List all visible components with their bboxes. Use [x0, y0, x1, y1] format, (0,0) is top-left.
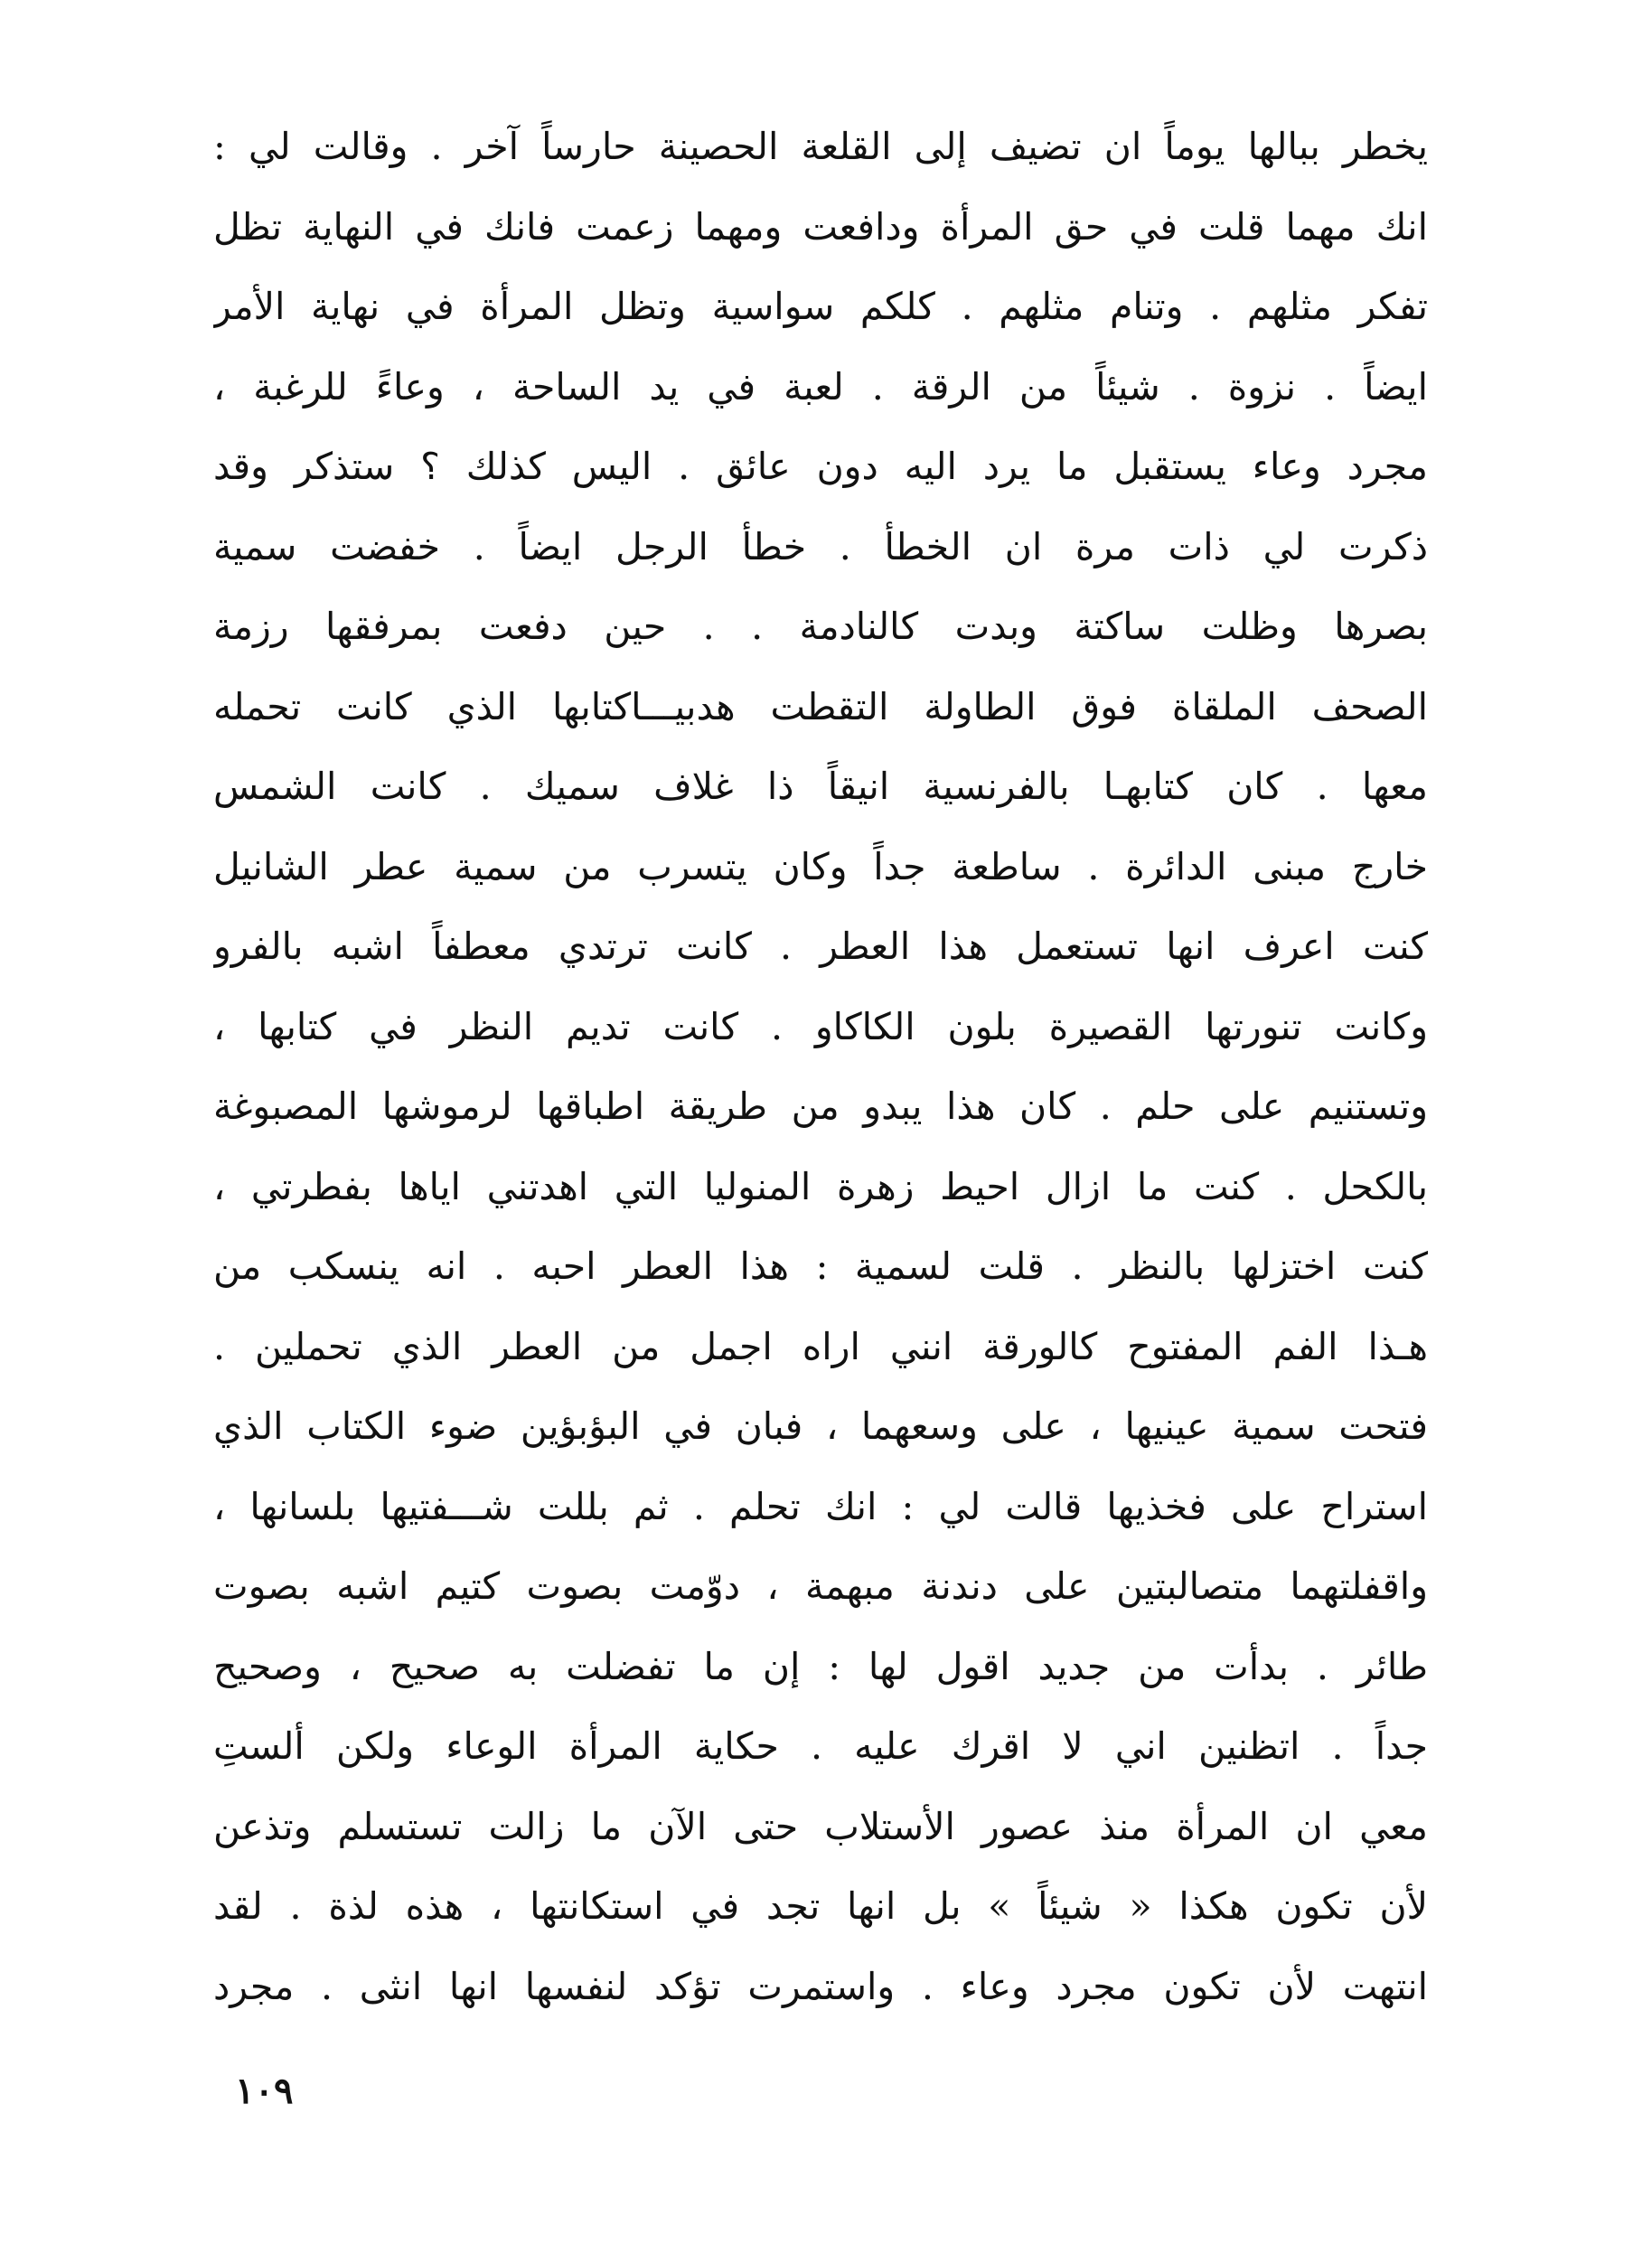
- text-line-13: وتستنيم على حلم . كان هذا يبدو من طريقة اطباقها لرموشها المصبوغة: [213, 1085, 1428, 1128]
- text-line-7: بصرها وظلت ساكتة وبدت كالنادمة . . حين دفعت بمرفقها رزمة: [213, 605, 1428, 648]
- text-line-19: واقفلتهما متصالبتين على دندنة مبهمة ، دوّمت بصوت كتيم اشبه بصوت: [213, 1564, 1428, 1608]
- text-line-4: ايضاً . نزوة . شيئاً من الرقة . لعبة في يد الساحة ، وعاءً للرغبة ،: [213, 364, 1428, 409]
- text-line-9: معها . كان كتابهـا بالفرنسية انيقاً ذا غلاف سميك . كانت الشمس: [213, 765, 1428, 808]
- text-line-18: استراح على فخذيها قالت لي : انك تحلم . ثم بللت شـــفتيها بلسانها ،: [213, 1484, 1428, 1528]
- text-line-21: جداً . اتظنين اني لا اقرك عليه . حكاية المرأة الوعاء ولكن ألستِ: [213, 1724, 1428, 1768]
- text-line-20: طائر . بدأت من جديد اقول لها : إن ما تفضلت به صحيح ، وصحيح: [213, 1644, 1428, 1688]
- text-line-17: فتحت سمية عينيها ، على وسعهما ، فبان في البؤبؤين ضوء الكتاب الذي: [213, 1404, 1428, 1448]
- text-line-11: كنت اعرف انها تستعمل هذا العطر . كانت ترتدي معطفاً اشبه بالفرو: [213, 925, 1428, 968]
- text-line-3: تفكر مثلهم . وتنام مثلهم . كلكم سواسية وتظل المرأة في نهاية الأمر: [213, 285, 1428, 328]
- text-line-8: الصحف الملقاة فوق الطاولة التقطت هدبيـــاكتابها الذي كانت تحمله: [213, 684, 1428, 728]
- text-line-2: انك مهما قلت في حق المرأة ودافعت ومهما زعمت فانك في النهاية تظل: [213, 204, 1428, 249]
- text-line-6: ذكرت لي ذات مرة ان الخطأ . خطأ الرجل ايضاً . خفضت سمية: [213, 524, 1428, 568]
- text-line-22: معي ان المرأة منذ عصور الأستلاب حتى الآن ما زالت تستسلم وتذعن: [213, 1804, 1428, 1848]
- text-line-23: لأن تكون هكذا « شيئاً » بل انها تجد في استكانتها ، هذه لذة . لقد: [213, 1884, 1428, 1928]
- text-line-5: مجرد وعاء يستقبل ما يرد اليه دون عائق . اليس كذلك ؟ ستذكر وقد: [213, 445, 1428, 488]
- text-line-24: انتهت لأن تكون مجرد وعاء . واستمرت تؤكد لنفسها انها انثى . مجرد: [213, 1964, 1428, 2008]
- text-line-16: هـذا الفم المفتوح كالورقة انني اراه اجمل من العطر الذي تحملين .: [213, 1324, 1428, 1368]
- text-line-15: كنت اختزلها بالنظر . قلت لسمية : هذا العطر احبه . انه ينسكب من: [213, 1245, 1428, 1288]
- page-number: ١٠٩: [235, 2070, 294, 2112]
- body-text: [213, 107, 1428, 2026]
- text-line-14: بالكحل . كنت ما ازال احيط زهرة المنوليا التي اهدتني اياها بفطرتي ،: [213, 1164, 1428, 1208]
- text-line-12: وكانت تنورتها القصيرة بلون الكاكاو . كانت تديم النظر في كتابها ،: [213, 1004, 1428, 1048]
- text-line-1: يخطر ببالها يوماً ان تضيف إلى القلعة الحصينة حارساً آخر . وقالت لي :: [213, 125, 1428, 168]
- text-line-10: خارج مبنى الدائرة . ساطعة جداً وكان يتسرب من سمية عطر الشانيل: [213, 844, 1428, 888]
